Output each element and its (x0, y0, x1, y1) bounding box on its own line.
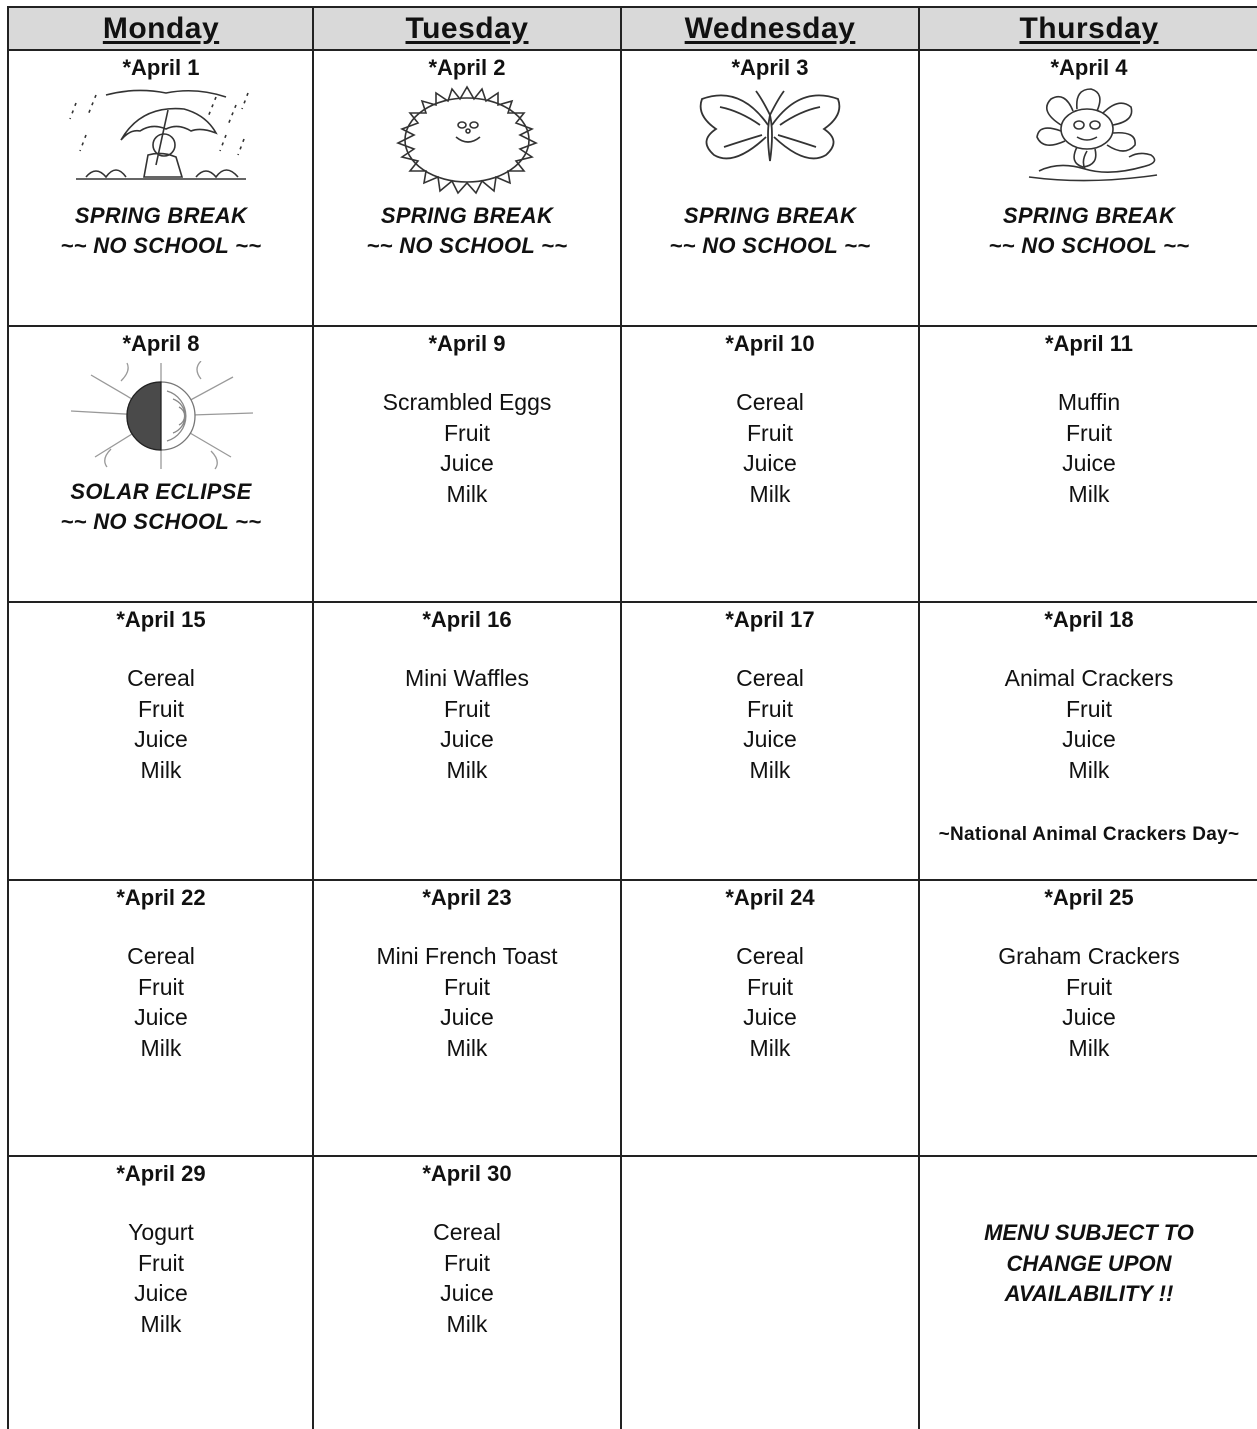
flower-icon (999, 85, 1179, 190)
menu-item: Mini French Toast (376, 943, 558, 969)
menu-item: Juice (743, 726, 797, 753)
notice-line: ~~ NO SCHOOL ~~ (988, 233, 1190, 258)
special-day-note: ~National Animal Crackers Day~ (938, 824, 1240, 845)
menu-item: Fruit (1066, 419, 1112, 446)
menu-item: Milk (1068, 1034, 1110, 1061)
day-date: *April 22 (116, 885, 206, 910)
breakfast-menu-calendar (7, 6, 1257, 1429)
menu-item: Cereal (736, 665, 804, 691)
notice-line: SPRING BREAK (380, 203, 554, 228)
notice-line: ~~ NO SCHOOL ~~ (60, 233, 262, 258)
day-cell (313, 51, 621, 325)
day-date: *April 29 (116, 1161, 206, 1186)
menu-item: Fruit (444, 695, 490, 722)
day-cell (9, 603, 313, 879)
menu-item: Juice (134, 1004, 188, 1031)
menu-item: Juice (743, 450, 797, 477)
menu-item: Juice (134, 726, 188, 753)
eclipse-icon (61, 361, 261, 476)
menu-item: Juice (1062, 1004, 1116, 1031)
menu-items (313, 941, 621, 1063)
menu-item: Juice (134, 1280, 188, 1307)
menu-item: Fruit (138, 1249, 184, 1276)
day-cell (313, 327, 621, 601)
menu-item: Yogurt (128, 1219, 194, 1245)
disclaimer-line: AVAILABILITY !! (1004, 1281, 1174, 1306)
menu-item: Milk (749, 480, 791, 507)
day-header-tuesday (313, 8, 621, 50)
day-cell (313, 881, 621, 1155)
disclaimer-line: CHANGE UPON (1006, 1250, 1172, 1276)
menu-item: Fruit (1066, 695, 1112, 722)
no-school-notice (919, 201, 1257, 261)
menu-item: Juice (1062, 450, 1116, 477)
menu-item: Cereal (127, 665, 195, 691)
no-school-notice (9, 477, 313, 537)
day-header-label: Tuesday (405, 12, 529, 45)
menu-item: Fruit (138, 973, 184, 1000)
notice-line: ~~ NO SCHOOL ~~ (366, 233, 568, 258)
menu-item: Scrambled Eggs (382, 389, 552, 415)
menu-item: Fruit (444, 1249, 490, 1276)
menu-item: Milk (446, 756, 488, 783)
no-school-notice (313, 201, 621, 261)
menu-item: Milk (140, 1310, 182, 1337)
menu-item: Milk (749, 1034, 791, 1061)
menu-item: Fruit (747, 973, 793, 1000)
menu-items (9, 663, 313, 785)
umbrella-rain-icon (66, 85, 256, 190)
day-date: *April 18 (1044, 607, 1134, 632)
day-date: *April 16 (422, 607, 512, 632)
menu-item: Cereal (127, 943, 195, 969)
notice-line: SOLAR ECLIPSE (70, 479, 252, 504)
menu-item: Animal Crackers (1004, 665, 1174, 691)
notice-line: ~~ NO SCHOOL ~~ (669, 233, 871, 258)
day-cell (621, 327, 919, 601)
day-date: *April 23 (422, 885, 512, 910)
day-date: *April 17 (725, 607, 815, 632)
menu-items (621, 941, 919, 1063)
notice-line: SPRING BREAK (683, 203, 857, 228)
day-header-wednesday (621, 8, 919, 50)
menu-item: Fruit (138, 695, 184, 722)
day-cell (9, 327, 313, 601)
menu-item: Fruit (1066, 973, 1112, 1000)
day-cell (9, 1157, 313, 1428)
day-date: *April 25 (1044, 885, 1134, 910)
day-header-label: Wednesday (684, 12, 856, 45)
menu-items (313, 1217, 621, 1339)
menu-item: Milk (1068, 756, 1110, 783)
day-date: *April 24 (725, 885, 815, 910)
day-date: *April 30 (422, 1161, 512, 1186)
butterfly-icon (690, 85, 850, 180)
menu-item: Muffin (1057, 389, 1121, 415)
no-school-notice (9, 201, 313, 261)
day-cell (9, 51, 313, 325)
day-header-label: Thursday (1019, 12, 1159, 45)
day-date: *April 2 (428, 55, 506, 80)
sun-icon (372, 85, 562, 200)
day-date: *April 4 (1050, 55, 1128, 80)
menu-item: Fruit (444, 973, 490, 1000)
menu-item: Milk (446, 1310, 488, 1337)
menu-items (621, 387, 919, 509)
menu-item: Juice (1062, 726, 1116, 753)
notice-line: ~~ NO SCHOOL ~~ (60, 509, 262, 534)
menu-item: Fruit (444, 419, 490, 446)
menu-items (919, 387, 1257, 509)
day-header-label: Monday (102, 12, 220, 45)
menu-item: Juice (440, 1280, 494, 1307)
day-header-thursday (919, 8, 1257, 50)
menu-item: Milk (446, 1034, 488, 1061)
day-cell (621, 51, 919, 325)
menu-items (9, 941, 313, 1063)
day-date: *April 11 (1044, 331, 1134, 356)
menu-item: Milk (140, 756, 182, 783)
menu-item: Milk (1068, 480, 1110, 507)
day-cell (313, 1157, 621, 1428)
menu-item: Milk (446, 480, 488, 507)
menu-item: Juice (440, 450, 494, 477)
day-cell (313, 603, 621, 879)
day-header-monday (9, 8, 313, 50)
day-date: *April 3 (731, 55, 809, 80)
menu-items (621, 663, 919, 785)
menu-item: Milk (140, 1034, 182, 1061)
menu-items (919, 941, 1257, 1063)
menu-item: Mini Waffles (405, 665, 529, 691)
day-date: *April 8 (122, 331, 200, 356)
menu-disclaimer (919, 1218, 1257, 1310)
menu-item: Cereal (433, 1219, 501, 1245)
menu-items (919, 663, 1257, 785)
menu-item: Cereal (736, 943, 804, 969)
menu-item: Cereal (736, 389, 804, 415)
day-date: *April 1 (122, 55, 200, 80)
menu-item: Fruit (747, 419, 793, 446)
day-date: *April 9 (428, 331, 506, 356)
day-cell (9, 881, 313, 1155)
notice-line: SPRING BREAK (74, 203, 248, 228)
day-cell (919, 51, 1257, 325)
day-cell (919, 1157, 1257, 1428)
menu-item: Juice (440, 1004, 494, 1031)
disclaimer-line: MENU SUBJECT TO (984, 1220, 1194, 1245)
menu-item: Milk (749, 756, 791, 783)
menu-item: Juice (440, 726, 494, 753)
day-cell (919, 327, 1257, 601)
day-cell (919, 881, 1257, 1155)
day-date: *April 15 (116, 607, 206, 632)
menu-items (313, 387, 621, 509)
day-cell (621, 603, 919, 879)
day-cell (919, 603, 1257, 879)
day-cell (621, 881, 919, 1155)
notice-line: SPRING BREAK (1002, 203, 1176, 228)
menu-items (313, 663, 621, 785)
day-date: *April 10 (725, 331, 815, 356)
no-school-notice (621, 201, 919, 261)
menu-item: Juice (743, 1004, 797, 1031)
day-cell (621, 1157, 919, 1428)
menu-item: Fruit (747, 695, 793, 722)
menu-items (9, 1217, 313, 1339)
menu-item: Graham Crackers (998, 943, 1180, 969)
